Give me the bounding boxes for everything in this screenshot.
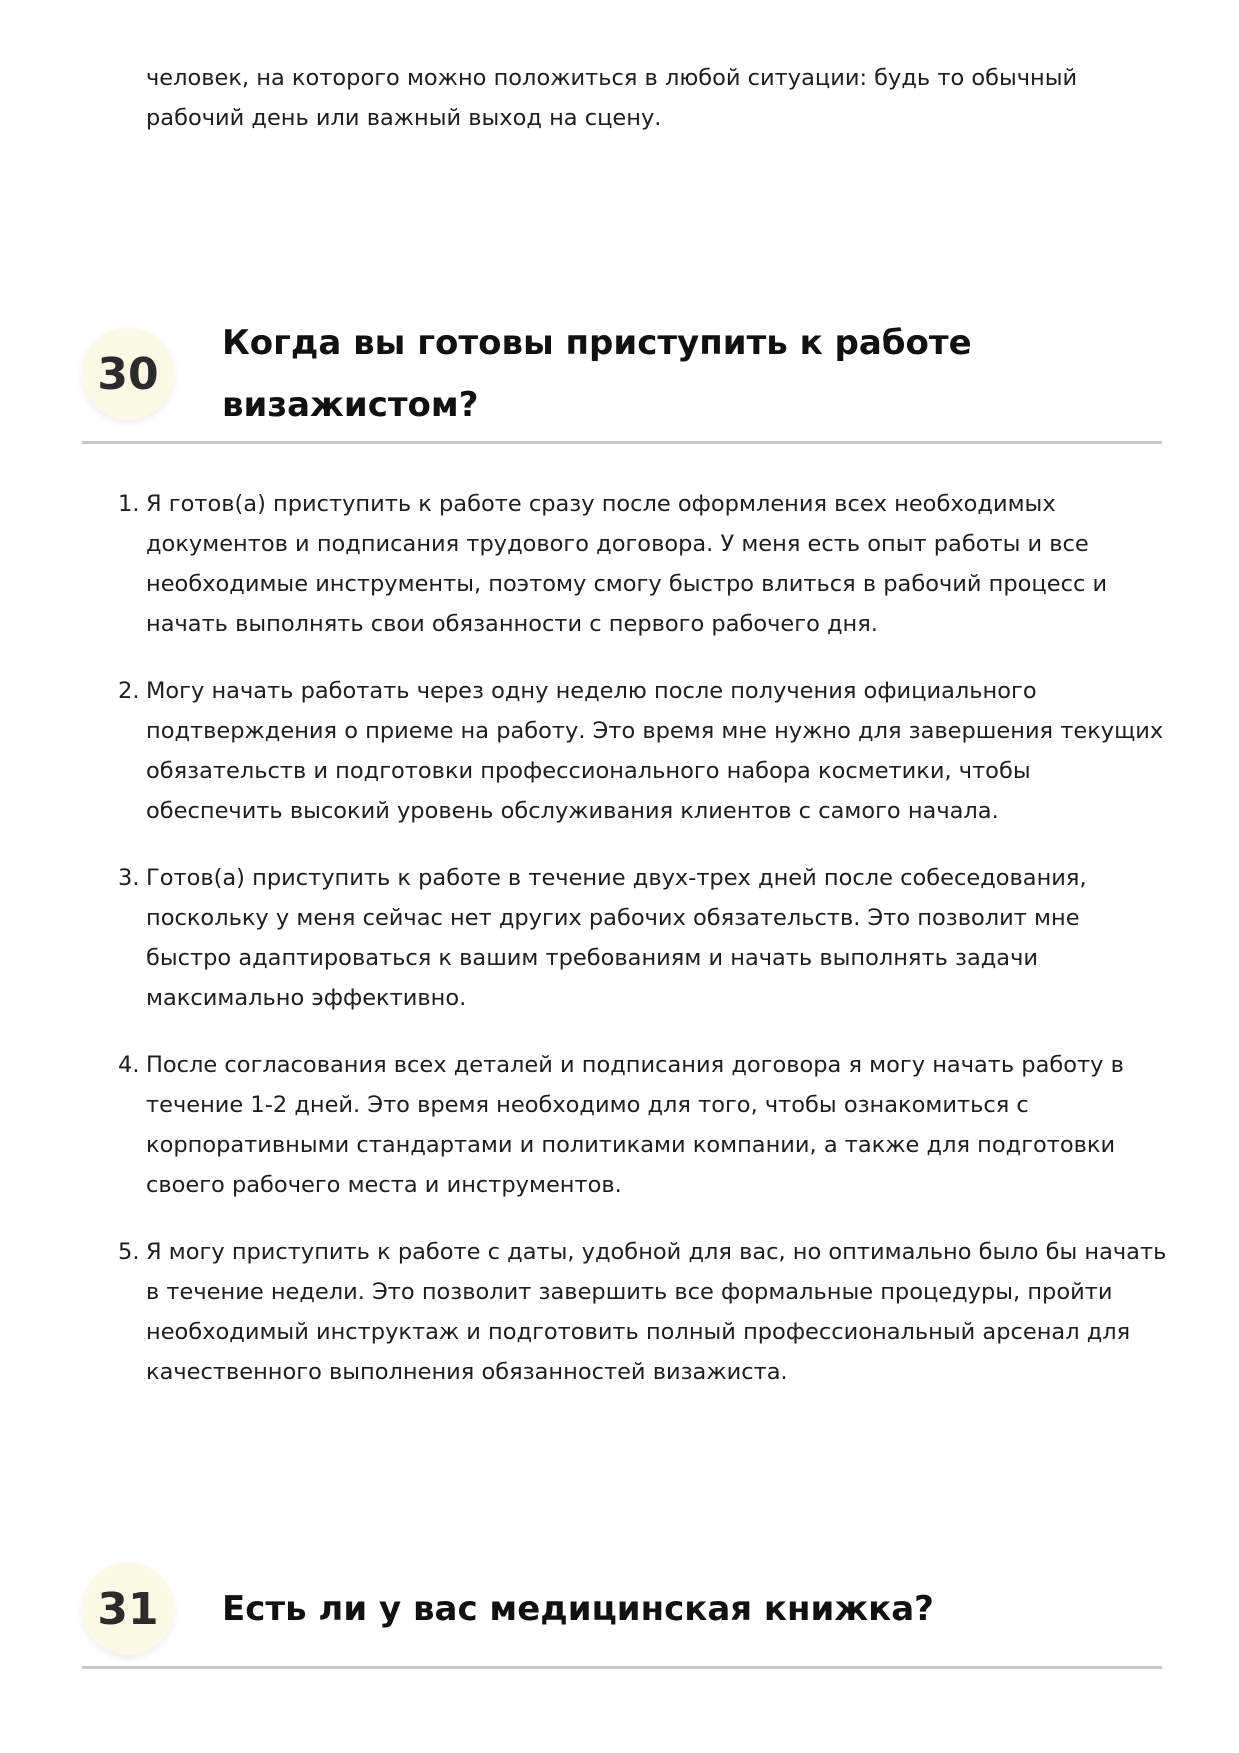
question-title: Когда вы готовы приступить к работе визажистом? (222, 323, 972, 425)
section-divider (82, 441, 1162, 444)
answer-number: 5. (118, 1239, 140, 1265)
answer-item (110, 484, 1170, 644)
intro-paragraph: человек, на которого можно положиться в любой ситуации: будь то обычный рабочий день или важный выход на сцену. (146, 65, 1078, 131)
answer-text: После согласования всех деталей и подписания договора я могу начать работу в течение 1-2 дней. Это время необходимо для того, чтобы ознакомиться с корпоративными стандартами и политиками компании, а также для подготовки своего рабочего места и инструментов. (146, 1052, 1124, 1198)
answer-number: 1. (118, 491, 140, 517)
question-title: Есть ли у вас медицинская книжка? (222, 1589, 934, 1629)
answer-text: Могу начать работать через одну неделю после получения официального подтверждения о приеме на работу. Это время мне нужно для завершения текущих обязательств и подготовки профессионального набора косметики, чтобы обеспечить высокий уровень обслуживания клиентов с самого начала. (146, 678, 1164, 824)
answer-number: 3. (118, 865, 140, 891)
answer-item (110, 858, 1170, 1018)
answer-text: Я готов(а) приступить к работе сразу после оформления всех необходимых документов и подписания трудового договора. У меня есть опыт работы и все необходимые инструменты, поэтому смогу быстро влиться в рабочий процесс и начать выполнять свои обязанности с первого рабочего дня. (146, 491, 1108, 637)
answer-number: 4. (118, 1052, 140, 1078)
answer-item (110, 1232, 1170, 1392)
section-divider (82, 1666, 1162, 1669)
answer-item (110, 1045, 1170, 1205)
answer-text: Я могу приступить к работе с даты, удобной для вас, но оптимально было бы начать в течение недели. Это позволит завершить все формальные процедуры, пройти необходимый инструктаж и подготовить полный профессиональный арсенал для качественного выполнения обязанностей визажиста. (146, 1239, 1167, 1385)
question-number-badge: 30 (82, 328, 174, 420)
answer-item (110, 671, 1170, 831)
answer-number: 2. (118, 678, 140, 704)
answer-list (110, 484, 1170, 1419)
answer-text: Готов(а) приступить к работе в течение двух-трех дней после собеседования, поскольку у меня сейчас нет других рабочих обязательств. Это позволит мне быстро адаптироваться к вашим требованиям и начать выполнять задачи максимально эффективно. (146, 865, 1087, 1011)
question-number-badge: 31 (82, 1563, 174, 1655)
